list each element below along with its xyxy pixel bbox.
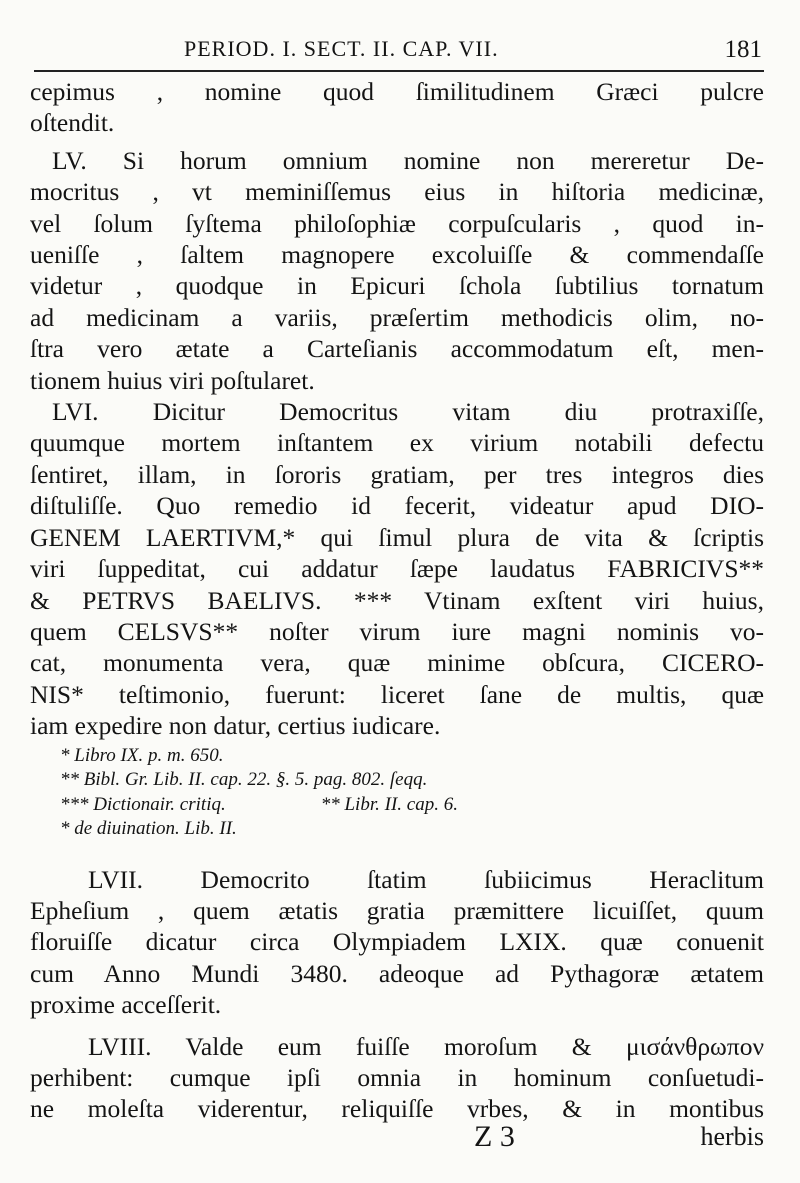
text-line: LVII. Democrito ſtatim ſubiicimus Heraclitum (88, 864, 764, 894)
page-number: 181 (724, 36, 762, 63)
paragraph-lv (30, 145, 764, 176)
text-line: vel ſolum ſyſtema philoſophiæ corpuſcularis , quod in- (30, 208, 764, 238)
text-line: ne moleſta viderentur, reliquiſſe vrbes, & in montibus (30, 1094, 764, 1124)
running-head: PERIOD. I. SECT. II. CAP. VII. (184, 36, 499, 61)
page-header (34, 30, 764, 74)
paragraph-lvii (30, 864, 764, 1021)
paragraph-lviii (30, 1031, 764, 1125)
text-line: ſtra vero ætate a Carteſianis accommodatum eſt, men- (30, 334, 764, 364)
footnotes (30, 744, 764, 842)
paragraph-continuation (30, 76, 764, 139)
paragraph-lvi (30, 396, 764, 741)
text-line: ueniſſe , ſaltem magnopere excoluiſſe & commendaſſe (30, 240, 764, 270)
text-line: proxime acceſſerit. (30, 990, 222, 1020)
page-footer (30, 1118, 764, 1158)
text-line: iam expedire non datur, certius iudicare. (30, 711, 441, 741)
paragraph-lv-body (30, 176, 764, 396)
text-line: LVI. Dicitur Democritus vitam diu protraxiſſe, (52, 397, 764, 427)
footnote: ** Libr. II. cap. 6. (320, 793, 458, 815)
text-line: GENEM LAERTIVM,* qui ſimul plura de vita & ſcriptis (30, 522, 764, 552)
footnote: * Libro IX. p. m. 650. (60, 744, 224, 766)
text-line: LV. Si horum omnium nomine non mereretur De- (52, 145, 764, 175)
footnote-row (60, 793, 764, 818)
text-line: cepimus , nomine quod ſimilitudinem Græci pulcre (30, 77, 764, 106)
text-line: videtur , quodque in Epicuri ſchola ſubtilius tornatum (30, 271, 764, 301)
text-line: viri ſuppeditat, cui addatur ſæpe laudatus FABRICIVS** (30, 554, 764, 584)
page-body (30, 76, 764, 1125)
header-rule (34, 70, 764, 72)
text-line: ad medicinam a variis, præſertim methodicis olim, no- (30, 302, 764, 332)
text-line: quumque mortem inſtantem ex virium notabili defectu (30, 428, 764, 458)
text-line: quem CELSVS** noſter virum iure magni nominis vo- (30, 616, 764, 646)
text-line: mocritus , vt meminiſſemus eius in hiſtoria medicinæ, (30, 177, 764, 207)
text-line: & PETRVS BAELIVS. *** Vtinam exſtent viri huius, (30, 585, 764, 615)
text-line: diſtuliſſe. Quo remedio id fecerit, videatur apud DIO- (30, 491, 764, 521)
text-line: cum Anno Mundi 3480. adeoque ad Pythagoræ ætatem (30, 958, 764, 988)
text-line: NIS* teſtimonio, fuerunt: liceret ſane de multis, quæ (30, 679, 764, 709)
text-line: perhibent: cumque ipſi omnia in hominum conſuetudi- (30, 1062, 764, 1092)
footnote: ** Bibl. Gr. Lib. II. cap. 22. §. 5. pag. 802. ſeqq. (60, 769, 428, 791)
text-line: tionem huius viri poſtularet. (30, 365, 315, 395)
text-line: oſtendit. (30, 108, 115, 138)
text-line: cat, monumenta vera, quæ minime obſcura, CICERO- (30, 648, 764, 678)
catchword: herbis (700, 1122, 764, 1151)
text-line: ſentiret, illam, in ſororis gratiam, per tres integros dies (30, 459, 764, 489)
text-line: floruiſſe dicatur circa Olympiadem LXIX. quæ conuenit (30, 927, 764, 957)
text-line: LVIII. Valde eum fuiſſe moroſum & μισάνθρωπον (88, 1031, 764, 1061)
text-line: Epheſium , quem ætatis gratia præmittere licuiſſet, quum (30, 895, 764, 925)
footnote: *** Dictionair. critiq. (60, 793, 226, 815)
signature-mark: Z 3 (474, 1120, 515, 1153)
footnote: * de diuination. Lib. II. (60, 818, 237, 840)
